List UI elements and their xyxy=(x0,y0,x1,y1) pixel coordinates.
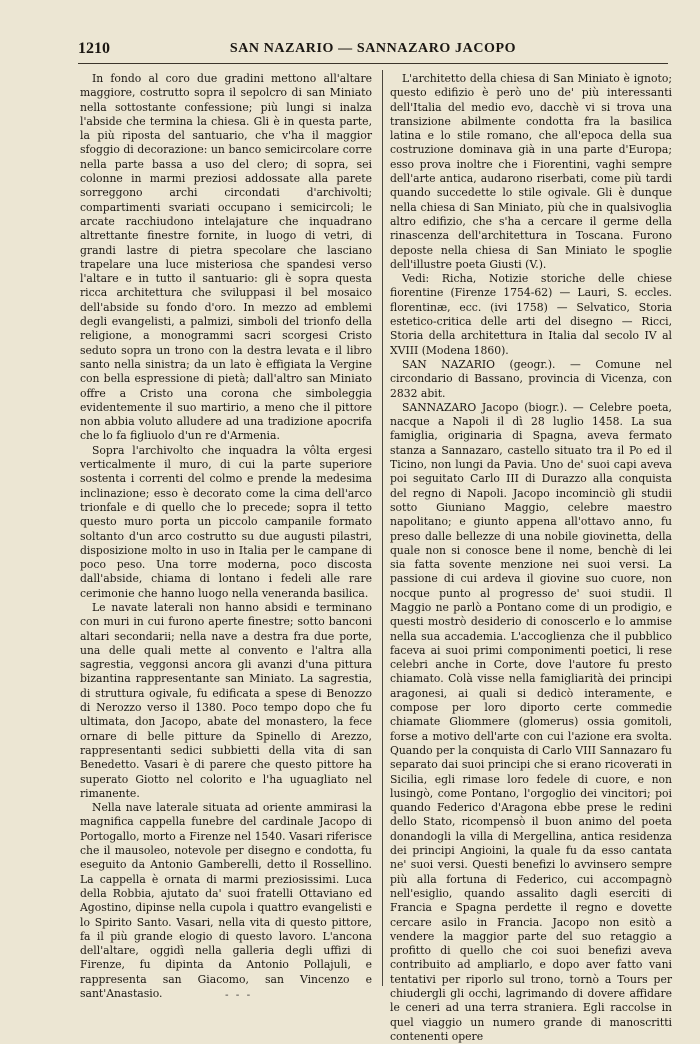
paragraph: Le navate laterali non hanno absidi e terminano con muri in cui furono aperte finestre; sotto banconi altari secondarii; nella nave a destra fra due porte, una delle quali mette al convento e l'altra alla sagrestia, veggonsi ancora gli avanzi d'una pittura bizantina rappresentante san Miniato. La sagrestia, di struttura ogivale, fu edificata a spese di Benozzo di Nerozzo verso il 1380. Poco tempo dopo che fu ultimata, don Jacopo, abate del monastero, la fece ornare di belle pitture da Spinello di Arezzo, rappresentanti sedici subbietti della vita di san Benedetto. Vasari è di parere che questo pittore ha superato Giotto nel colorito e l'ha uguagliato nel rimanente. xyxy=(80,600,372,800)
paragraph: L'architetto della chiesa di San Miniato è ignoto; questo edifizio è però uno de' più interessanti dell'Italia del medio evo, dacchè vi si trova una transizione abilmente condotta fra la basilica latina e lo stile romano, che all'epoca della sua costruzione dominava già in una parte d'Europa; esso prova inoltre che i Fiorentini, vaghi sempre dell'arte antica, audarono riserbati, come più tardi quando succedette lo stile ogivale. Gli è dunque nella chiesa di San Miniato, più che in qualsivoglia altro edifizio, che s'ha a cercare il germe della rinascenza dell'architettura in Toscana. Furono deposte nella chiesa di San Miniato le spoglie dell'illustre poeta Giusti (V.). xyxy=(390,72,672,271)
running-title: SAN NAZARIO — SANNAZARO JACOPO xyxy=(229,41,517,56)
header-rule xyxy=(78,63,668,64)
entry-san-nazario: SAN NAZARIO (geogr.). — Comune nel circondario di Bassano, provincia di Vicenza, con 2832 abit. xyxy=(390,357,672,400)
column-divider xyxy=(382,70,383,986)
entry-sannazaro-jacopo: SANNAZARO Jacopo (biogr.). — Celebre poeta, nacque a Napoli il dì 28 luglio 1458. La sua famiglia, originaria di Spagna, aveva fermato stanza a Sannazaro, castello situato tra il Po ed il Ticino, non lungi da Pavia. Uno de' suoi capi aveva poi seguitato Carlo III di Durazzo alla conquista del regno di Napoli. Jacopo incominciò gli studii sotto Giuniano Maggio, celebre maestro napolitano; e giunto appena all'ottavo anno, fu preso dalle bellezze di una nobile giovinetta, della quale non si conosce bene il nome, benchè di lei sia fatta sovente menzione nei suoi versi. La passione di cui ardeva il giovine suo cuore, non nocque punto al progresso de' suoi studii. Il Maggio ne parlò a Pontano come di un prodigio, e questi mostrò desiderio di conoscerlo e lo ammise nella sua accademia. L'accoglienza che il pubblico faceva ai suoi primi componimenti poetici, li rese celebri anche in Corte, dove l'autore fu presto chiamato. Colà visse nella famigliarità dei principi aragonesi, ai quali si dedicò interamente, e compose per loro diporto certe commedie chiamate Gliommere (glomerus) ossia gomitoli, forse a motivo dell'arte con cui l'azione era svolta. Quando per la conquista di Carlo VIII Sannazaro fu separato dai suoi principi che si erano ricoverati in Sicilia, egli rimase loro fedele di cuore, e non lusingò, come Pontano, l'orgoglio dei vincitori; poi quando Federico d'Aragona ebbe prese le redini dello Stato, ricompensò il buon animo del poeta donandogli la villa di Mergellina, antica residenza dei principi Angioini, la quale fu da esso cantata ne' suoi versi. Questi benefizi lo avvinsero sempre più alla fortuna di Federico, cui accompagnò nell'esiglio, quando assalito dagli eserciti di Francia e Spagna perdette il regno e dovette cercare asilo in Francia. Jacopo non esitò a vendere la maggior parte del suo retaggio a profitto di quello che coi suoi benefizi aveva contribuito ad ampliarlo, e dopo aver fatto vani tentativi per riporlo sul trono, tornò a Tours per chiudergli gli occhi, lagrimando di dovere affidare le ceneri ad una terra straniera. Egli raccolse in quel viaggio un numero grande di manoscritti contenenti opere xyxy=(390,400,672,1043)
bibliography-paragraph: Vedi: Richa, Notizie storiche delle chiese fiorentine (Firenze 1754-62) — Lauri, S. eccles. florentinæ, ecc. (ivi 1758) — Selvatico, Storia estetico-critica delle arti del disegno — Ricci, Storia della architettura in Italia dal secolo IV al XVIII (Modena 1860). xyxy=(390,272,672,357)
page-number: 1210 xyxy=(78,40,110,57)
right-column xyxy=(390,72,672,1043)
paragraph: Nella nave laterale situata ad oriente ammirasi la magnifica cappella funebre del cardinale Jacopo di Portogallo, morto a Firenze nel 1540. Vasari riferisce che il mausoleo, notevole per disegno e condotta, fu eseguito da Antonio Gamberelli, detto il Rossellino. La cappella è ornata di marmi preziosissimi. Luca della Robbia, ajutato da' suoi fratelli Ottaviano ed Agostino, dipinse nella cupola i quattro evangelisti e lo Spirito Santo. Vasari, nella vita di questo pittore, fa il più grande elogio di questo lavoro. L'ancona dell'altare, oggidì nella galleria degli uffizi di Firenze, fu dipinta da Antonio Pollajuli, e rappresenta san Giacomo, san Vincenzo e sant'Anastasio. xyxy=(80,801,372,1000)
footer-mark: - - - xyxy=(225,990,253,1001)
paragraph: Sopra l'archivolto che inquadra la vôlta ergesi verticalmente il muro, di cui la parte superiore sostenta i correnti del colmo e prende la medesima inclinazione; esso è decorato come la cima dell'arco trionfale e di quello che lo precede; sopra il tetto questo muro porta un piccolo campanile formato soltanto d'un arco costrutto su due augusti pilastri, disposizione molto in uso in Italia per le campane di poco peso. Una torre moderna, poco discosta dall'abside, chiama di lontano i fedeli alle rare cerimonie che hanno luogo nella veneranda basilica. xyxy=(80,443,372,600)
paragraph: In fondo al coro due gradini mettono all'altare maggiore, costrutto sopra il sepolcro di san Miniato nella sottostante confessione; più lungi si inalza l'abside che termina la chiesa. Gli è in questa parte, la più riposta del santuario, che v'ha il maggior sfoggio di decorazione: un banco semicircolare corre nella parte bassa a uso del clero; di sopra, sei colonne in marmi preziosi addossate alla parete sorreggono archi circondati d'archivolti; compartimenti svariati occupano i semicircoli; le arcate racchiudono intelajature che inquadrano altrettante finestre fornite, in luogo di vetri, di grandi lastre di pietra specolare che lasciano trapelare una luce misteriosa che spandesi verso l'altare e in tutto il santuario: gli è sopra questa ricca architettura che sviluppasi il bel mosaico dell'abside su fondo d'oro. In mezzo ad emblemi degli evangelisti, a palmizi, simboli del trionfo della religione, a monogrammi sacri scorgesi Cristo seduto sopra un trono con la destra levata e il libro santo nella sinistra; da un lato è effigiata la Vergine con bella espressione di pietà; dall'altro san Miniato offre a Cristo una corona che simboleggia evidentemente il suo martirio, a meno che il pittore non abbia voluto alludere ad una tradizione apocrifa che lo fa figliuolo d'un re d'Armenia. xyxy=(80,72,372,443)
left-column xyxy=(80,72,372,1000)
page-header xyxy=(78,40,668,60)
